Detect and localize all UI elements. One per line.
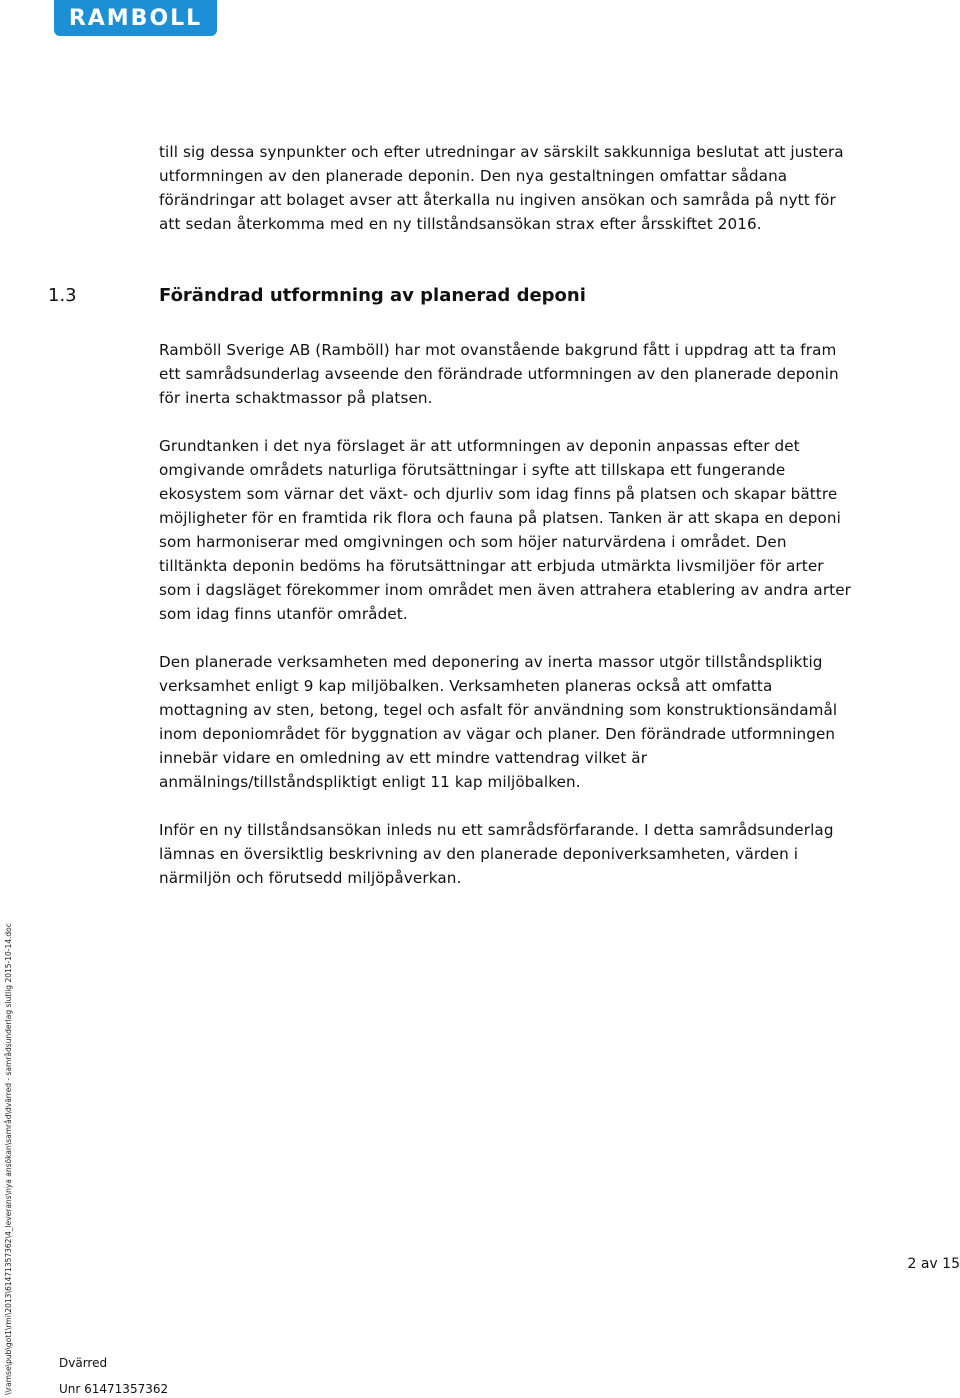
paragraph-4: Inför en ny tillståndsansökan inleds nu ett samrådsförfarande. I detta samrådsunderlag lämnas en översiktlig beskrivning av den planerade deponiverksamheten, värden i närmiljön och förutsedd miljöpåverkan.	[159, 821, 834, 887]
ramboll-logo	[54, 0, 217, 36]
logo-text: RAMBOLL	[68, 5, 203, 31]
page-number: 2 av 15	[907, 1256, 960, 1272]
paragraph-2: Grundtanken i det nya förslaget är att utformningen av deponin anpassas efter det omgivande områdets naturliga förutsättningar i syfte att tillskapa ett fungerande ekosystem som värnar det växt- och djurliv som idag finns på platsen och skapar bättre möjligheter för en framtida rik flora och fauna på platsen. Tanken är att skapa en deponi som harmoniserar med omgivningen och som höjer naturvärdena i området. Den tilltänkta deponin bedöms ha förutsättningar att erbjuda utmärkta livsmiljöer för arter som i dagsläget förekommer inom området men även attrahera etablering av andra arter som idag finns utanför området.	[159, 437, 852, 623]
footer-project-name: Dvärred	[59, 1356, 108, 1370]
paragraph-3: Den planerade verksamheten med deponering av inerta massor utgör tillståndspliktig verksamhet enligt 9 kap miljöbalken. Verksamheten planeras också att omfatta mottagning av sten, betong, tegel och asfalt för användning som konstruktionsändamål inom deponiområdet för byggnation av vägar och planer. Den förändrade utformningen innebär vidare en omledning av ett mindre vattendrag vilket är anmälnings/tillståndspliktigt enligt 11 kap miljöbalken.	[159, 653, 838, 791]
section-heading	[48, 284, 859, 308]
paragraph-1: Ramböll Sverige AB (Ramböll) har mot ovanstående bakgrund fått i uppdrag att ta fram ett samrådsunderlag avseende den förändrade utformningen av den planerade deponin för inerta schaktmassor på platsen.	[159, 341, 839, 407]
file-path-margin: \\ramse\pub\got1\rmi\2013\61471357362\4_leverans\nya ansökan\samråd\dvärred - samrådsunderlag slutlig 2015-10-14.doc	[4, 923, 13, 1395]
intro-paragraph: till sig dessa synpunkter och efter utredningar av särskilt sakkunniga beslutat att justera utformningen av den planerade deponin. Den nya gestaltningen omfattar sådana förändringar att bolaget avser att återkalla nu ingiven ansökan och samråda på nytt för att sedan återkomma med en ny tillståndsansökan strax efter årsskiftet 2016.	[159, 143, 844, 233]
document-body	[48, 140, 859, 890]
section-number: 1.3	[48, 285, 77, 306]
section-title: Förändrad utformning av planerad deponi	[159, 285, 586, 306]
footer-unr: Unr 61471357362	[59, 1382, 169, 1396]
